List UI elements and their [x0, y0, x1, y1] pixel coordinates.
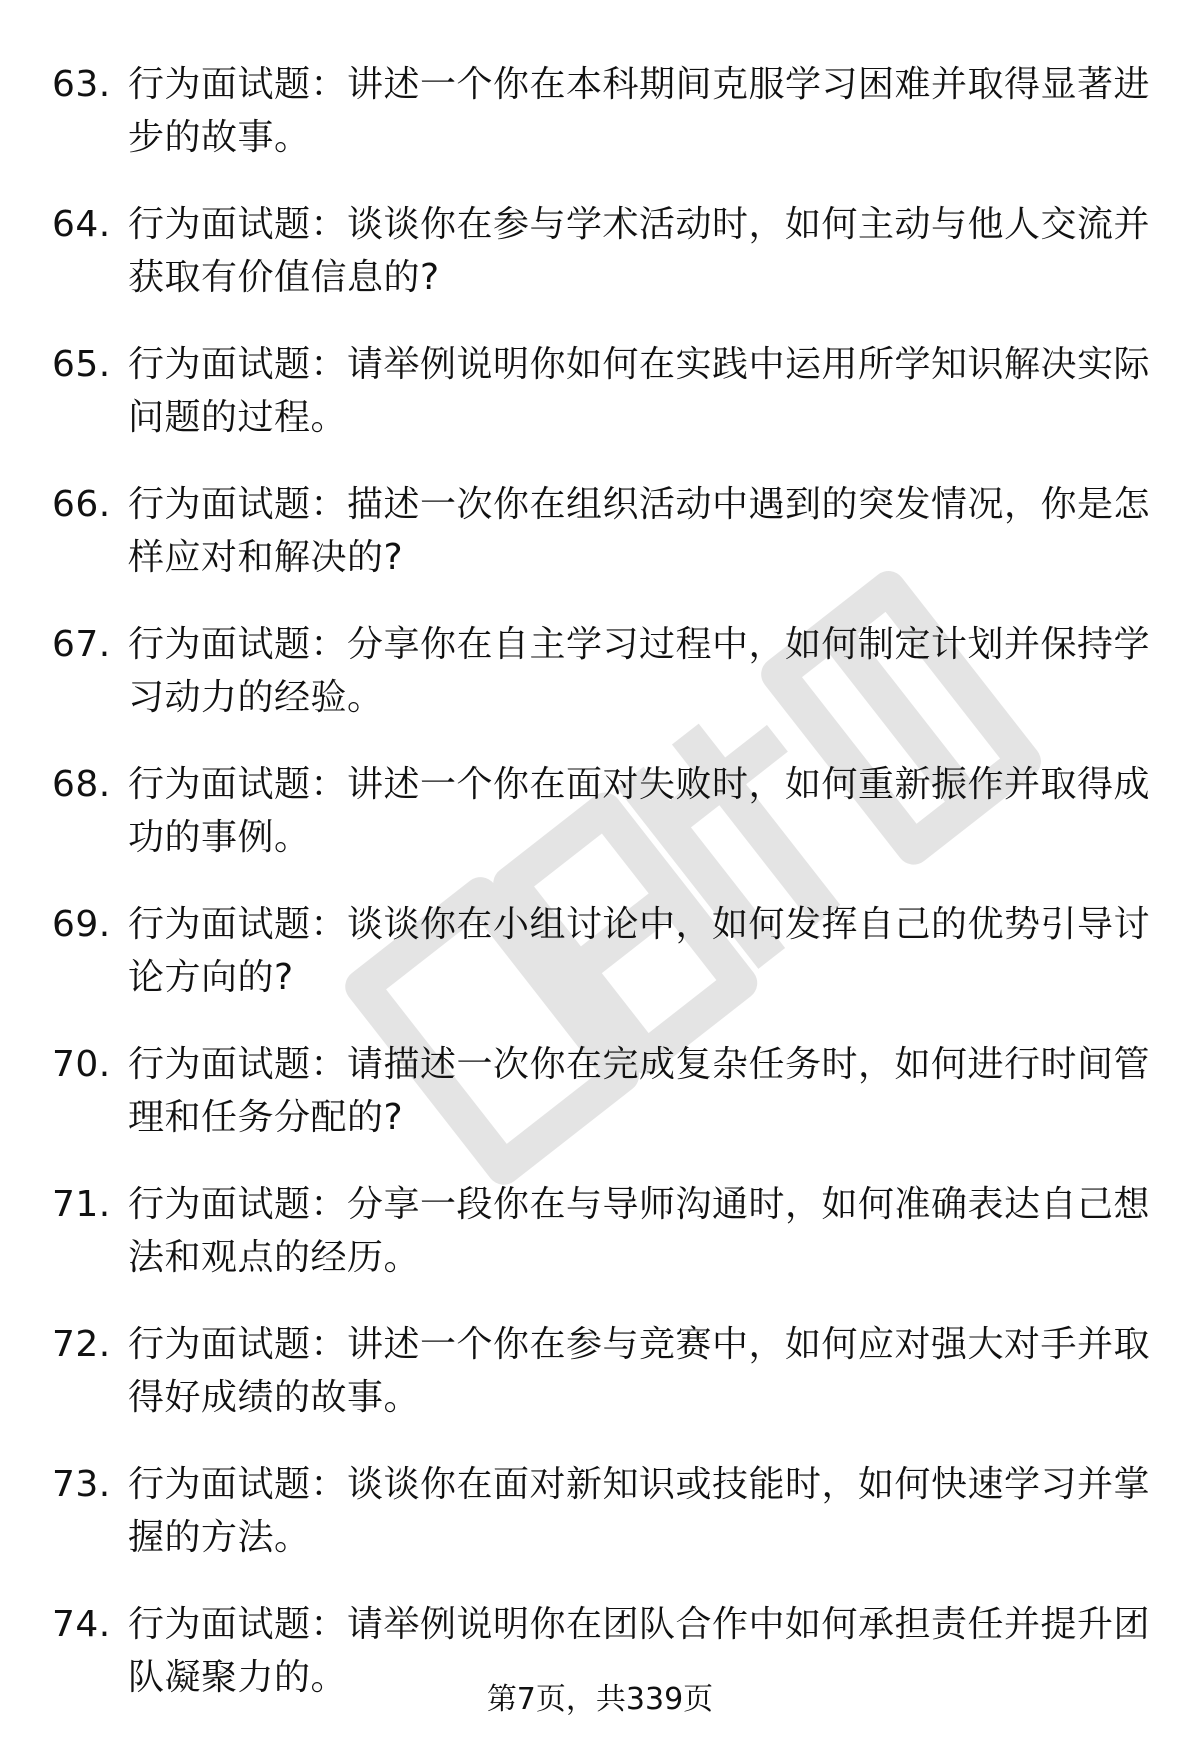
- question-item: [52, 58, 1152, 198]
- page-footer: 第7页，共339页: [486, 1682, 714, 1717]
- question-item: [52, 1178, 1152, 1318]
- question-text: 行为面试题：谈谈你在小组讨论中，如何发挥自己的优势引导讨论方向的?: [128, 904, 1151, 998]
- question-text: 行为面试题：分享你在自主学习过程中，如何制定计划并保持学习动力的经验。: [128, 624, 1151, 718]
- question-item: [52, 1458, 1152, 1598]
- question-text: 行为面试题：讲述一个你在本科期间克服学习困难并取得显著进步的故事。: [128, 64, 1151, 158]
- question-number: 63.: [52, 64, 111, 105]
- question-number: 64.: [52, 204, 111, 245]
- question-number: 74.: [52, 1604, 111, 1645]
- question-number: 70.: [52, 1044, 111, 1085]
- question-item: [52, 478, 1152, 618]
- question-text: 行为面试题：请描述一次你在完成复杂任务时，如何进行时间管理和任务分配的?: [128, 1044, 1151, 1138]
- question-number: 72.: [52, 1324, 111, 1365]
- question-item: [52, 338, 1152, 478]
- question-number: 69.: [52, 904, 111, 945]
- question-number: 66.: [52, 484, 111, 525]
- question-number: 71.: [52, 1184, 111, 1225]
- question-text: 行为面试题：谈谈你在面对新知识或技能时，如何快速学习并掌握的方法。: [128, 1464, 1151, 1558]
- question-text: 行为面试题：请举例说明你在团队合作中如何承担责任并提升团队凝聚力的。: [128, 1604, 1151, 1698]
- question-list: [52, 58, 1152, 1738]
- question-text: 行为面试题：谈谈你在参与学术活动时，如何主动与他人交流并获取有价值信息的?: [128, 204, 1151, 298]
- question-item: [52, 1318, 1152, 1458]
- question-number: 65.: [52, 344, 111, 385]
- question-item: [52, 618, 1152, 758]
- question-item: [52, 758, 1152, 898]
- question-item: [52, 198, 1152, 338]
- question-item: [52, 1038, 1152, 1178]
- question-text: 行为面试题：讲述一个你在参与竞赛中，如何应对强大对手并取得好成绩的故事。: [128, 1324, 1151, 1418]
- question-text: 行为面试题：描述一次你在组织活动中遇到的突发情况，你是怎样应对和解决的?: [128, 484, 1151, 578]
- question-item: [52, 898, 1152, 1038]
- question-text: 行为面试题：讲述一个你在面对失败时，如何重新振作并取得成功的事例。: [128, 764, 1151, 858]
- question-number: 73.: [52, 1464, 111, 1505]
- question-text: 行为面试题：请举例说明你如何在实践中运用所学知识解决实际问题的过程。: [128, 344, 1151, 438]
- question-text: 行为面试题：分享一段你在与导师沟通时，如何准确表达自己想法和观点的经历。: [128, 1184, 1151, 1278]
- question-number: 68.: [52, 764, 111, 805]
- question-number: 67.: [52, 624, 111, 665]
